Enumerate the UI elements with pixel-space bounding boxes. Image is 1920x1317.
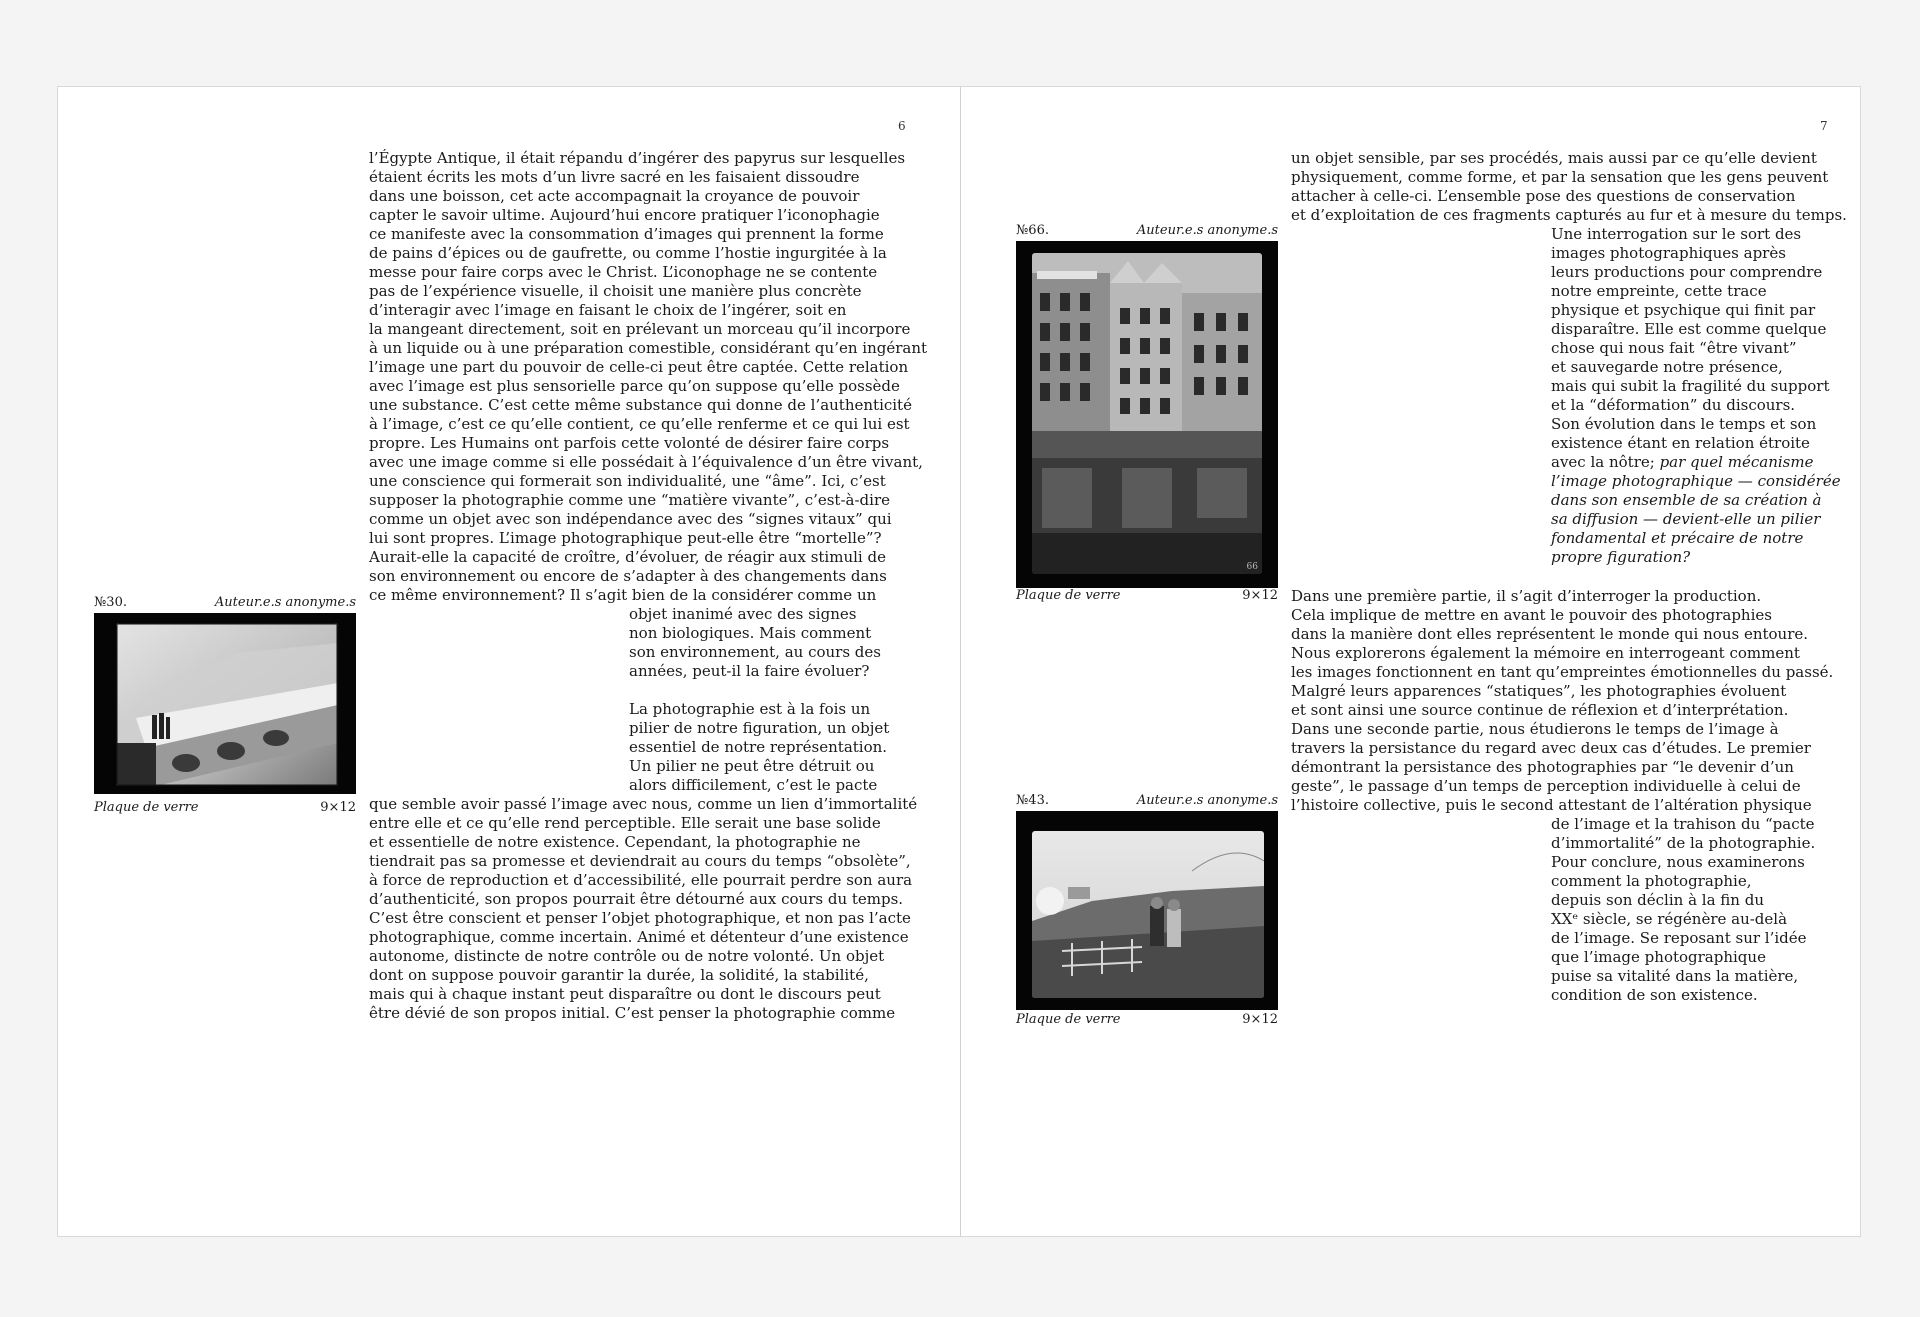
photo-bridge-image xyxy=(116,623,338,786)
photo-buildings-glass-plate xyxy=(1016,241,1278,588)
body-text-left-narrow: objet inanimé avec des signes non biologiques. Mais comment son environnement, au cours des années, peut-il la faire évoluer? La photographie est à la fois un pilier de notre figuration, un objet essentiel de notre représentation. Un pilier ne peut être détruit ou alors difficilement, c’est le pacte xyxy=(629,605,890,794)
question-lead: avec la nôtre; xyxy=(1551,453,1660,471)
plate-format: 9×12 xyxy=(1242,588,1278,603)
photo-buildings-image xyxy=(1032,253,1262,574)
plate-66 xyxy=(1016,223,1278,602)
plate-caption: Plaque de verre xyxy=(1016,1012,1121,1027)
photo-field-glass-plate xyxy=(1016,811,1278,1010)
body-text-right-top: un objet sensible, par ses procédés, mais aussi par ce qu’elle devient physiquement, comme forme, et par la sensation que les gens peuvent attacher à celle-ci. L’ensemble pose des questions de conservation et d’exploitation de ces fragments capturés au fur et à mesure du temps. xyxy=(1291,149,1847,224)
page-gutter xyxy=(960,87,961,1236)
plate-footer xyxy=(1016,1012,1278,1028)
page-number-right: 7 xyxy=(1820,119,1828,133)
plate-number: №66. xyxy=(1016,223,1049,238)
body-text-right-question xyxy=(1551,225,1841,567)
plate-author: Auteur.e.s anonyme.s xyxy=(1136,793,1278,808)
plate-43 xyxy=(1016,793,1278,1026)
plate-header xyxy=(1016,223,1278,239)
question-italic: par quel mécanisme l’image photographique — considérée dans son ensemble de sa création à sa diffusion — devient-elle un pilier fondamental et précaire de notre propre figuration? xyxy=(1551,453,1841,566)
photo-field-image xyxy=(1032,831,1264,998)
plate-footer xyxy=(1016,588,1278,604)
photo-bridge-glass-plate xyxy=(94,613,356,794)
plate-header xyxy=(1016,793,1278,809)
plate-format: 9×12 xyxy=(1242,1012,1278,1027)
body-text-right-conclusion: de l’image et la trahison du “pacte d’immortalité” de la photographie. Pour conclure, nous examinerons comment la photographie, depuis son déclin à la fin du XXᵉ siècle, se régénère au-delà de l’image. Se reposant sur l’idée que l’image photographique puise sa vitalité dans la matière, condition de son existence. xyxy=(1551,815,1816,1004)
plate-number: №43. xyxy=(1016,793,1049,808)
plate-format: 9×12 xyxy=(320,800,356,815)
plate-caption: Plaque de verre xyxy=(1016,588,1121,603)
plate-author: Auteur.e.s anonyme.s xyxy=(1136,223,1278,238)
plate-30 xyxy=(94,595,356,818)
plate-header xyxy=(94,595,356,611)
plate-footer xyxy=(94,800,356,816)
question-lines: Une interrogation sur le sort des images photographiques après leurs productions pour comprendre notre empreinte, cette trace physique et psychique qui finit par disparaître. Elle est comme quelque chose qui nous fait “être vivant” et sauvegarde notre présence, mais qui subit la fragilité du support et la “déformation” du discours. Son évolution dans le temps et son existence étant en relation étroite xyxy=(1551,225,1830,452)
plate-caption: Plaque de verre xyxy=(94,800,199,815)
body-text-right-plan: Dans une première partie, il s’agit d’interroger la production. Cela implique de mettre en avant le pouvoir des photographies dans la manière dont elles représentent le monde qui nous entoure. Nous explorerons également la mémoire en interrogeant comment les images fonctionnent en tant qu’empreintes émotionnelles du passé. Malgré leurs apparences “statiques”, les photographies évoluent et sont ainsi une source continue de réflexion et d’interprétation. Dans une seconde partie, nous étudierons le temps de l’image à travers la persistance du regard avec deux cas d’études. Le premier démontrant la persistance des photographies par “le devenir d’un geste”, le passage d’un temps de perception individuelle à celui de l’histoire collective, puis le second attestant de l’altération physique xyxy=(1291,587,1834,814)
page-number-left: 6 xyxy=(898,119,906,133)
plate-corner-mark: 66 xyxy=(1246,562,1258,572)
body-text-left-top: l’Égypte Antique, il était répandu d’ingérer des papyrus sur lesquelles étaient écrits les mots d’un livre sacré en les faisaient dissoudre dans une boisson, cet acte accompagnait la croyance de pouvoir capter le savoir ultime. Aujourd’hui encore pratiquer l’iconophagie ce manifeste avec la consommation d’images qui prennent la forme de pains d’épices ou de gaufrette, ou comme l’hostie ingurgitée à la messe pour faire corps avec le Christ. L’iconophage ne se contente pas de l’expérience visuelle, il choisit une manière plus concrète d’interagir avec l’image en faisant le choix de l’ingérer, soit en la mangeant directement, soit en prélevant un morceau qu’il incorpore à un liquide ou à une préparation comestible, considérant qu’en ingérant l’image une part du pouvoir de celle-ci peut être captée. Cette relation avec l’image est plus sensorielle parce qu’on suppose qu’elle possède une substance. C’est cette même substance qui donne de l’authenticité à l’image, c’est ce qu’elle contient, ce qu’elle renferme et ce qui lui est propre. Les Humains ont parfois cette volonté de désirer faire corps avec une image comme si elle possédait à l’équivalence d’un être vivant, une conscience qui formerait son individualité, une “âme”. Ici, c’est supposer la photographie comme une “matière vivante”, c’est-à-dire comme un objet avec son indépendance avec des “signes vitaux” qui lui sont propres. L’image photographique peut-elle être “mortelle”? Aurait-elle la capacité de croître, d’évoluer, de réagir aux stimuli de son environnement ou encore de s’adapter à des changements dans ce même environnement? Il s’agit bien de la considérer comme un xyxy=(369,149,928,604)
plate-author: Auteur.e.s anonyme.s xyxy=(214,595,356,610)
body-text-left-bottom: que semble avoir passé l’image avec nous, comme un lien d’immortalité entre elle et ce qu’elle rend perceptible. Elle serait une base solide et essentielle de notre existence. Cependant, la photographie ne tiendrait pas sa promesse et deviendrait au cours du temps “obsolète”, à force de reproduction et d’accessibilité, elle pourrait perdre son aura d’authenticité, son propos pourrait être détourné aux cours du temps. C’est être conscient et penser l’objet photographique, et non pas l’acte photographique, comme incertain. Animé et détenteur d’une existence autonome, distincte de notre contrôle ou de notre volonté. Un objet dont on suppose pouvoir garantir la durée, la solidité, la stabilité, mais qui à chaque instant peut disparaître ou dont le discours peut être dévié de son propos initial. C’est penser la photographie comme xyxy=(369,795,918,1022)
book-spread xyxy=(57,86,1861,1237)
plate-number: №30. xyxy=(94,595,127,610)
